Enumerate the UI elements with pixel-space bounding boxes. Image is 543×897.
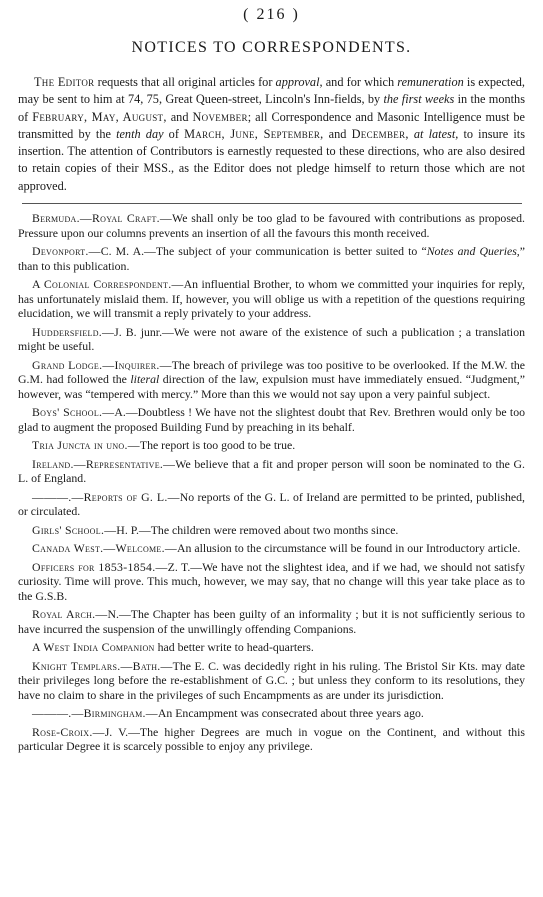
intro-text: ; all Correspondence and Masonic Intelligence must be transmitted by the [18, 109, 525, 141]
notice-text: Z. T.—We have not the slightest idea, and if we had, we should not satisfy curiosity. Time will prove. This much, however, we may say, that no change will this year take place as to the G.S.B. [18, 559, 525, 603]
notice-text: direction of the law, expulsion must have immediately ensued. “Judgment,” however, was “tempered with mercy.” More than this we would not say upon a very painful subject. [18, 372, 525, 401]
notice-text: H. P.—The children were removed about two months since. [116, 522, 399, 537]
notice-text: We believe that a fit and proper person will soon be nominated to the G. L. of England. [18, 456, 525, 486]
notice-text: J. B. junr.—We were not aware of the existence of such a publication ; a translation might be useful. [18, 324, 525, 354]
notice-text: A.—Doubtless ! We have not the slightest doubt that Rev. Brethren would only be too glad to augment the proposed Building Fund by preaching in its behalf. [18, 405, 526, 434]
intro-editor-label: The Editor [34, 75, 95, 89]
notice-text: had better write to head-quarters. [154, 640, 314, 655]
notice-text: The E. C. was decidedly right in his ruling. The Bristol Sir Kts. may date their privileges long before the re-establishment of G.C. ; but unless they conform to its resolutions, they have no claim to share in the privileges of such Encampments as are under its jurisdiction. [18, 658, 525, 702]
notices-list [18, 211, 525, 754]
notice-item [18, 725, 525, 754]
notice-item [18, 457, 525, 486]
intro-text: and [323, 126, 352, 141]
notice-item [18, 490, 525, 519]
notice-heading: Officers for 1853-1854.— [32, 559, 168, 574]
notice-heading: Bermuda.—Royal Craft.— [32, 211, 173, 226]
notice-heading: A West India Companion [32, 640, 155, 655]
notice-item [18, 277, 525, 321]
notice-heading: A Colonial Correspondent.— [32, 277, 184, 292]
notice-item [18, 325, 525, 354]
intro-emphasis: the first weeks [383, 92, 455, 107]
notice-item [18, 523, 525, 538]
intro-emphasis: approval, [275, 75, 323, 89]
notice-item [18, 541, 525, 556]
editor-notice-paragraph [18, 74, 525, 195]
notice-item [18, 640, 525, 655]
notice-item [18, 659, 525, 703]
notice-heading: Ireland.—Representative.— [32, 456, 176, 471]
intro-emphasis: at latest, [413, 126, 459, 141]
notice-heading: Huddersfield.— [32, 324, 115, 339]
intro-text: and [166, 109, 193, 124]
notice-heading: Knight Templars.—Bath.— [32, 658, 173, 673]
notice-text: C. M. A.—The subject of your communication is better suited to “ [100, 244, 427, 259]
notice-item [18, 211, 525, 240]
notice-item [18, 438, 525, 453]
notice-heading: Girls' School.— [32, 522, 117, 537]
notice-emphasis: literal [130, 372, 160, 387]
notice-heading: ———.—Birmingham.— [32, 706, 158, 721]
intro-text: and for which [322, 75, 398, 89]
notice-text: We shall only be too glad to be favoured with contributions as proposed. Pressure upon our columns prevents an insertion of all the favours this month received. [18, 211, 525, 240]
notice-heading: Devonport.— [32, 244, 101, 259]
notice-text: The report is too good to be true. [139, 438, 296, 453]
notice-text: The breach of privilege was too positive to be overlooked. If the M.W. the G.M. had followed the [18, 357, 526, 387]
notice-item [18, 358, 525, 402]
notice-item [18, 560, 525, 604]
intro-text: of [163, 126, 185, 141]
intro-months: November [192, 109, 248, 124]
notice-text: J. V.—The higher Degrees are much in vogue on the Continent, and without this particular Degree it is scarcely possible to enjoy any privilege. [18, 724, 525, 754]
notice-emphasis: Notes and Queries, [426, 244, 520, 259]
notice-text: N.—The Chapter has been guilty of an informality ; but it is not sufficiently serious to have incurred the suspension of the unwillingly offending Companions. [18, 607, 525, 636]
notice-text: An Encampment was consecrated about three years ago. [157, 706, 424, 721]
notice-heading: Canada West.—Welcome.— [32, 541, 177, 556]
page-number: ( 216 ) [243, 6, 300, 23]
notice-item [18, 607, 525, 636]
notice-item [18, 405, 525, 434]
notice-text: ” than to this publication. [18, 244, 526, 273]
intro-text: requests that all original articles for [94, 75, 276, 89]
notice-item [18, 706, 525, 721]
intro-months: December, [351, 126, 409, 141]
notice-heading: Boys' School.— [32, 405, 115, 420]
intro-months: March, June, September, [184, 126, 324, 141]
intro-text: is expected, may be sent to him at 74, 75, Great Queen-street, Lincoln's Inn-fields, by [18, 75, 525, 107]
notice-item [18, 244, 525, 273]
notice-heading: ———.—Reports of G. L.— [32, 489, 180, 504]
notice-heading: Tria Juncta in uno.— [32, 438, 140, 453]
notice-text: No reports of the G. L. of Ireland are permitted to be printed, published, or circulated. [18, 489, 526, 519]
notice-text: An influential Brother, to whom we committed your inquiries for reply, has unfortunately mislaid them. If, however, you will oblige us with a repetition of the questions requiring elucidation, we will transmit a reply privately to your address. [18, 277, 525, 321]
notice-heading: Grand Lodge.—Inquirer.— [32, 357, 172, 372]
notice-heading: Rose-Croix.— [32, 724, 105, 739]
notice-text: An allusion to the circumstance will be found in our Introductory article. [176, 541, 521, 556]
intro-emphasis: remuneration [397, 75, 464, 89]
intro-text: to insure its insertion. The attention of Contributors is earnestly requested to these directions, who are also desired to retain copies of their MSS., as the Editor does not pledge himself to return those which are not approved. [18, 126, 525, 193]
intro-text: in the months of [18, 92, 525, 124]
intro-emphasis: tenth day [116, 126, 164, 141]
section-divider [22, 203, 522, 204]
page-heading: NOTICES TO CORRESPONDENTS. [131, 39, 412, 56]
notice-heading: Royal Arch.— [32, 607, 108, 622]
intro-months: February, May, August, [32, 109, 167, 124]
